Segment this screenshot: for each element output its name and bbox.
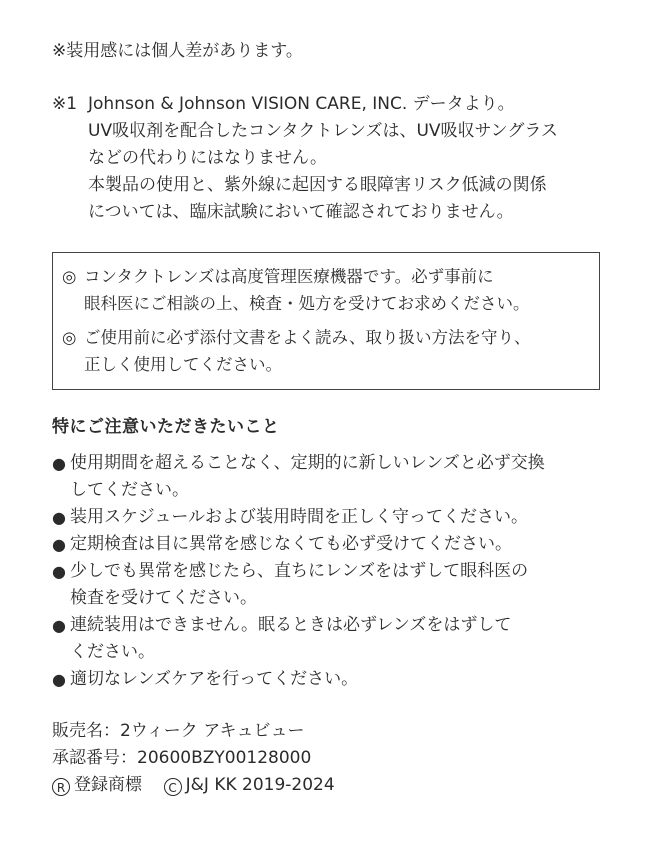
caution-text bbox=[70, 666, 358, 693]
warning-item bbox=[62, 324, 590, 378]
warning-box bbox=[52, 252, 600, 390]
warning-line: ご使用前に必ず添付文書をよく読み、取り扱い方法を守り、 bbox=[84, 328, 531, 347]
double-circle-icon: ◎ bbox=[62, 328, 77, 347]
list-item bbox=[52, 450, 612, 504]
bullet-icon: ● bbox=[52, 535, 66, 554]
top-note: ※装用感には個人差があります。 bbox=[52, 41, 303, 61]
footnote-line: 本製品の使用と、紫外線に起因する眼障害リスク低減の関係 bbox=[88, 175, 547, 195]
caution-line: 検査を受けてください。 bbox=[70, 588, 257, 608]
caution-line: 使用期間を超えることなく、定期的に新しいレンズと必ず交換 bbox=[70, 453, 545, 473]
list-item bbox=[52, 666, 612, 693]
footer bbox=[52, 718, 335, 799]
approval-number: 承認番号：20600BZY00128000 bbox=[52, 748, 312, 768]
footnote-text bbox=[88, 91, 612, 226]
caution-text bbox=[70, 558, 528, 612]
seller-name: 販売名：2ウィーク アキュビュー bbox=[52, 721, 305, 741]
caution-text bbox=[70, 612, 511, 666]
list-item bbox=[52, 612, 612, 666]
footnote bbox=[52, 91, 612, 226]
copyright-icon: C bbox=[164, 778, 182, 796]
registered-trademark-icon: R bbox=[52, 778, 70, 796]
caution-line: 連続装用はできません。眠るときは必ずレンズをはずして bbox=[70, 615, 512, 635]
footnote-line: UV吸収剤を配合したコンタクトレンズは、UV吸収サングラス bbox=[88, 121, 558, 141]
caution-line: 適切なレンズケアを行ってください。 bbox=[70, 669, 359, 689]
footnote-line: については、臨床試験において確認されておりません。 bbox=[88, 202, 514, 222]
caution-line: ください。 bbox=[70, 642, 155, 662]
caution-heading: 特にご注意いただきたいこと bbox=[52, 417, 280, 437]
caution-line: 定期検査は目に異常を感じなくても必ず受けてください。 bbox=[70, 534, 512, 554]
warning-item bbox=[62, 263, 590, 317]
caution-text bbox=[70, 531, 512, 558]
bullet-icon: ● bbox=[52, 508, 66, 527]
caution-line: 少しでも異常を感じたら、直ちにレンズをはずして眼科医の bbox=[70, 561, 529, 581]
bullet-icon: ● bbox=[52, 616, 66, 635]
warning-line: コンタクトレンズは高度管理医療機器です。必ず事前に bbox=[84, 267, 494, 286]
warning-text bbox=[84, 324, 531, 378]
warning-text bbox=[84, 263, 530, 317]
copyright-text: J&J KK 2019-2024 bbox=[185, 775, 335, 795]
caution-text bbox=[70, 504, 528, 531]
list-item bbox=[52, 531, 612, 558]
footnote-line: Johnson & Johnson VISION CARE, INC. データより。 bbox=[88, 94, 515, 114]
registered-label: 登録商標 bbox=[74, 775, 142, 795]
list-item bbox=[52, 504, 612, 531]
trademark-line bbox=[52, 772, 335, 799]
footnote-line: などの代わりにはなりません。 bbox=[88, 148, 328, 168]
caution-line: してください。 bbox=[70, 480, 189, 500]
double-circle-icon: ◎ bbox=[62, 267, 77, 286]
footnote-mark: ※1 bbox=[52, 94, 78, 114]
bullet-icon: ● bbox=[52, 562, 66, 581]
warning-line: 眼科医にご相談の上、検査・処方を受けてお求めください。 bbox=[84, 294, 530, 313]
bullet-icon: ● bbox=[52, 670, 66, 689]
warning-line: 正しく使用してください。 bbox=[84, 355, 282, 374]
caution-list bbox=[52, 450, 612, 693]
list-item bbox=[52, 558, 612, 612]
caution-line: 装用スケジュールおよび装用時間を正しく守ってください。 bbox=[70, 507, 528, 527]
bullet-icon: ● bbox=[52, 454, 66, 473]
caution-text bbox=[70, 450, 545, 504]
